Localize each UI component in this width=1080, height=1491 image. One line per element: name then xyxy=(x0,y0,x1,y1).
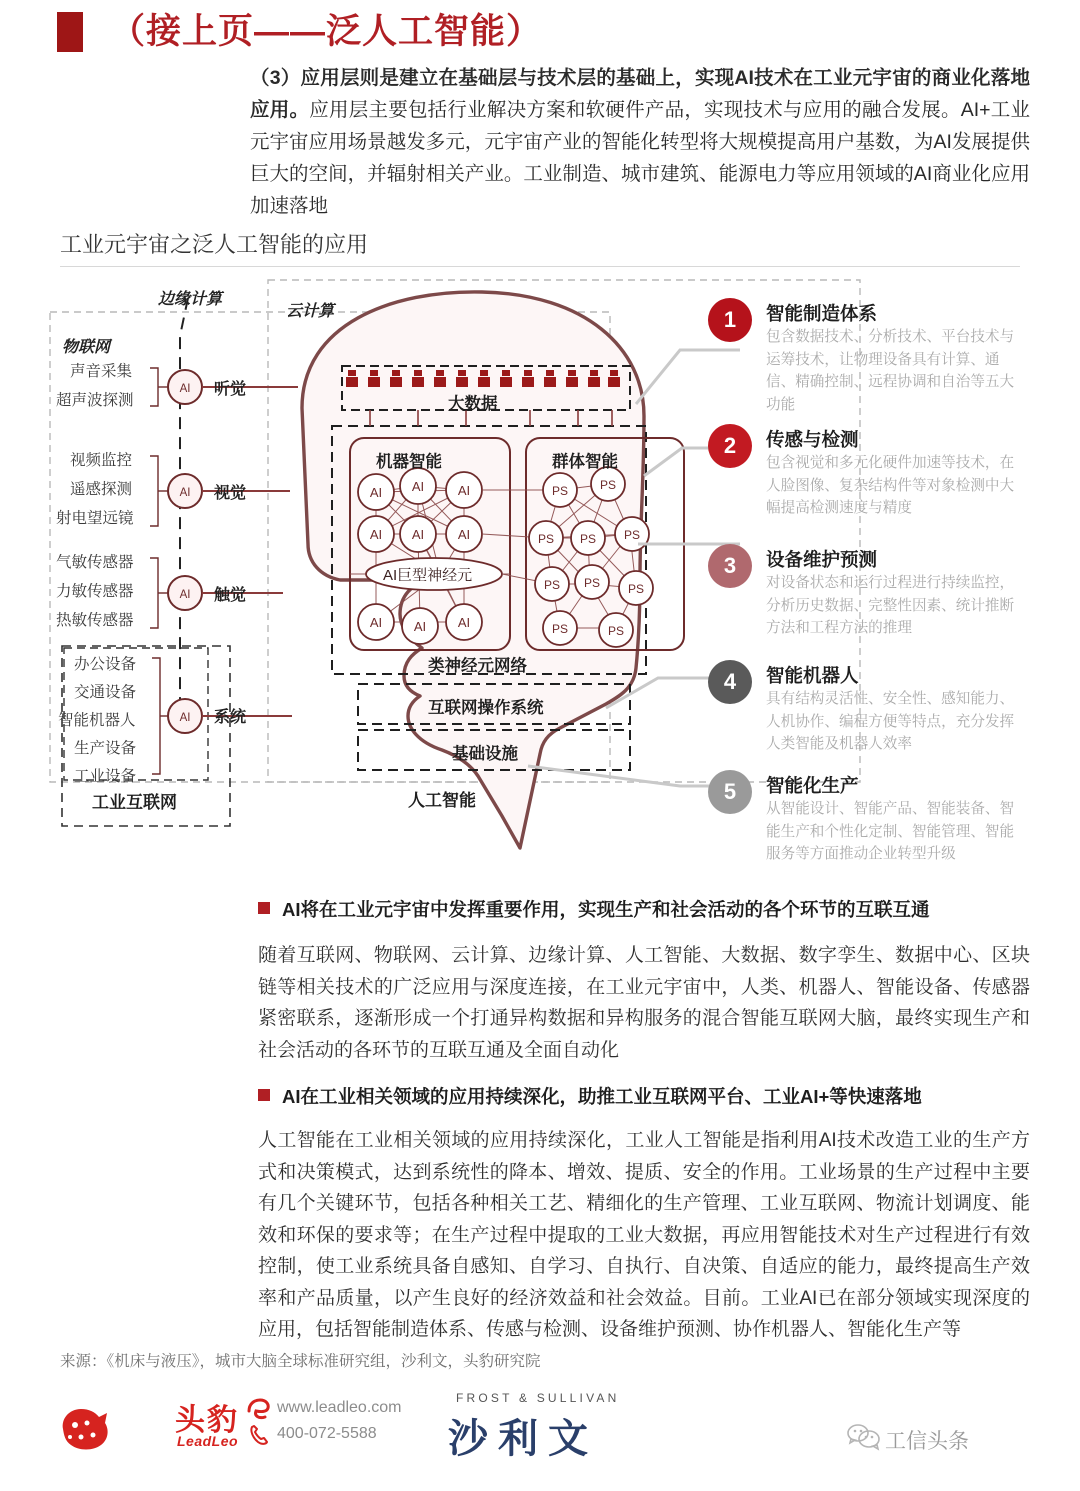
page-header xyxy=(0,0,1080,62)
section-divider xyxy=(60,266,1020,267)
app-title: 智能机器人 xyxy=(766,665,859,686)
sense-label-touch: 触觉 xyxy=(214,587,247,604)
svg-text:AI: AI xyxy=(369,615,383,630)
svg-text:PS: PS xyxy=(551,484,569,498)
frost-sullivan-logo xyxy=(448,1391,668,1461)
sensor-item: 生产设备 xyxy=(74,740,137,757)
svg-text:AI: AI xyxy=(457,615,471,630)
frost-sullivan-cn: 沙利文 xyxy=(448,1417,598,1461)
app-title: 传感与检测 xyxy=(766,429,859,450)
svg-text:PS: PS xyxy=(607,624,625,638)
svg-text:AI: AI xyxy=(369,485,383,500)
section-title: 工业元宇宙之泛人工智能的应用 xyxy=(60,232,369,257)
svg-text:AI: AI xyxy=(413,619,427,634)
label-artificial-intelligence: 人工智能 xyxy=(408,791,476,810)
label-big-data: 大数据 xyxy=(448,395,498,413)
svg-text:PS: PS xyxy=(627,582,645,596)
sensor-item: 办公设备 xyxy=(74,656,137,673)
intro-paragraph xyxy=(250,62,1030,222)
phone-icon xyxy=(247,1423,271,1447)
app-title: 智能制造体系 xyxy=(766,303,878,324)
svg-text:PS: PS xyxy=(537,532,555,546)
sense-label-hearing: 听觉 xyxy=(214,381,247,398)
globe-e-icon xyxy=(245,1397,271,1423)
label-iot: 物联网 xyxy=(62,339,111,356)
app-description: 具有结构灵活性、安全性、感知能力、人机协作、编程方便等特点，充分发挥人类智能及机器人效率 xyxy=(766,691,1015,752)
sensor-item: 工业设备 xyxy=(74,768,137,785)
intro-rest: 应用层主要包括行业解决方案和软硬件产品，实现技术与应用的融合发展。AI+工业元宇宙应用场景越发多元，元宇宙产业的智能化转型将大规模提高用户基数，为AI发展提供巨大的空间，并辐射相关产业。工业制造、城市建筑、能源电力等应用领域的AI商业化应用加速落地 xyxy=(250,99,1030,217)
app-number-badge: 4 xyxy=(708,660,752,704)
leadleo-url[interactable]: www.leadleo.com xyxy=(277,1399,402,1416)
svg-text:AI: AI xyxy=(411,527,425,542)
label-cloud-computing: 云计算 xyxy=(286,303,335,320)
label-neuron-network: 类神经元网络 xyxy=(428,657,527,675)
leadleo-leopard-icon xyxy=(55,1399,115,1457)
body-paragraph-2: 人工智能在工业相关领域的应用持续深化，工业人工智能是指利用AI技术改造工业的生产方式和决策模式，达到系统性的降本、增效、提质、安全的作用。工业场景的生产过程中主要有几个关键环节，包括各种相关工艺、精细化的生产管理、工业互联网、物流计划调度、能效和环保的要求等；在生产过程中提取的工业大数据，再应用智能技术对生产过程进行有效控制，使工业系统具备自感知、自学习、自执行、自决策、自适应的能力，最终提高生产效率和产品质量，以产生良好的经济效益和社会效益。目前。工业AI已在部分领域实现深度的应用，包括智能制造体系、传感与检测、设备维护预测、协作机器人、智能化生产等 xyxy=(258,1130,1030,1340)
svg-text:AI: AI xyxy=(179,589,191,601)
app-title: 设备维护预测 xyxy=(766,549,878,570)
svg-text:PS: PS xyxy=(579,532,597,546)
leadleo-telephone: 400-072-5588 xyxy=(277,1425,377,1442)
sensor-item: 交通设备 xyxy=(74,684,137,701)
svg-text:AI: AI xyxy=(411,479,425,494)
wechat-account-name: 工信头条 xyxy=(885,1430,969,1453)
leadleo-cn-name: 头豹 xyxy=(175,1404,239,1437)
app-number-badge: 2 xyxy=(708,424,752,468)
header-red-marker-icon xyxy=(57,12,83,52)
svg-text:PS: PS xyxy=(551,622,569,636)
svg-text:AI: AI xyxy=(457,483,471,498)
bullet-square-icon xyxy=(258,1089,270,1101)
svg-text:PS: PS xyxy=(599,478,617,492)
svg-text:PS: PS xyxy=(583,576,601,590)
app-description: 包含数据技术、分析技术、平台技术与运筹技术，让物理设备具有计算、通信、精确控制、远程协调和自治等五大功能 xyxy=(766,329,1015,413)
sense-label-system: 系统 xyxy=(214,709,247,726)
sensor-item: 智能机器人 xyxy=(58,712,136,729)
label-machine-intelligence: 机器智能 xyxy=(376,453,442,471)
app-description: 从智能设计、智能产品、智能装备、智能生产和个性化定制、智能管理、智能服务等方面推动企业转型升级 xyxy=(766,801,1015,862)
sensor-item: 视频监控 xyxy=(70,452,133,469)
svg-text:AI: AI xyxy=(179,383,191,395)
sensor-item: 超声波探测 xyxy=(56,392,134,409)
label-internet-os: 互联网操作系统 xyxy=(428,699,544,717)
sensor-item: 声音采集 xyxy=(70,363,133,380)
app-title: 智能化生产 xyxy=(766,775,859,796)
body-paragraph-1: 随着互联网、物联网、云计算、边缘计算、人工智能、大数据、数字孪生、数据中心、区块链等相关技术的广泛应用与深度连接，在工业元宇宙中，人类、机器人、智能设备、传感器紧密联系，逐渐形成一个打通异构数据和异构服务的混合智能互联网大脑，最终实现生产和社会活动的各环节的互联互通及全面自动化 xyxy=(258,945,1030,1061)
sensor-item: 遥感探测 xyxy=(70,481,133,498)
app-number-badge: 5 xyxy=(708,770,752,814)
leadleo-en-name: LeadLeo xyxy=(177,1433,239,1449)
label-industrial-internet: 工业互联网 xyxy=(92,793,177,812)
bullet-square-icon xyxy=(258,902,270,914)
label-swarm-intelligence: 群体智能 xyxy=(552,453,618,471)
sense-label-vision: 视觉 xyxy=(214,485,247,502)
svg-text:PS: PS xyxy=(623,528,641,542)
leadleo-logo[interactable] xyxy=(55,1393,402,1459)
app-number-badge: 3 xyxy=(708,544,752,588)
frost-sullivan-en: FROST & SULLIVAN xyxy=(456,1391,620,1405)
svg-text:AI: AI xyxy=(457,527,471,542)
label-giant-neuron: AI巨型神经元 xyxy=(383,567,473,584)
wechat-account[interactable] xyxy=(885,1425,969,1455)
source-line: 来源：《机床与液压》，城市大脑全球标准研究组，沙利文，头豹研究院 xyxy=(60,1353,541,1370)
bullet-text: AI将在工业元宇宙中发挥重要作用，实现生产和社会活动的各个环节的互联互通 xyxy=(282,899,930,920)
sensor-item: 热敏传感器 xyxy=(56,612,134,629)
svg-text:AI: AI xyxy=(179,487,191,499)
page-title: （接上页——泛人工智能） xyxy=(110,12,543,51)
svg-text:AI: AI xyxy=(369,527,383,542)
sensor-item: 气敏传感器 xyxy=(56,554,134,571)
svg-text:AI: AI xyxy=(179,712,191,724)
wechat-icon xyxy=(847,1423,881,1451)
intro-bold-lead: （3）应用层则是建立在基础层与技术层的基础上，实现AI技术在工业元宇宙的商业化落地应用。 xyxy=(250,67,1030,121)
svg-text:PS: PS xyxy=(543,578,561,592)
bullet-text: AI在工业相关领域的应用持续深化，助推工业互联网平台、工业AI+等快速落地 xyxy=(282,1086,922,1107)
app-number-badge: 1 xyxy=(708,298,752,342)
app-description: 对设备状态和运行过程进行持续监控，分析历史数据、完整性因素、统计推断方法和工程方法的推理 xyxy=(766,575,1015,636)
label-edge-computing: 边缘计算 xyxy=(158,291,223,308)
app-description: 包含视觉和多元化硬件加速等技术，在人脸图像、复杂结构件等对象检测中大幅提高检测速度与精度 xyxy=(766,455,1015,516)
sensor-item: 射电望远镜 xyxy=(56,510,134,527)
label-infrastructure: 基础设施 xyxy=(452,745,518,763)
sensor-item: 力敏传感器 xyxy=(56,583,134,600)
